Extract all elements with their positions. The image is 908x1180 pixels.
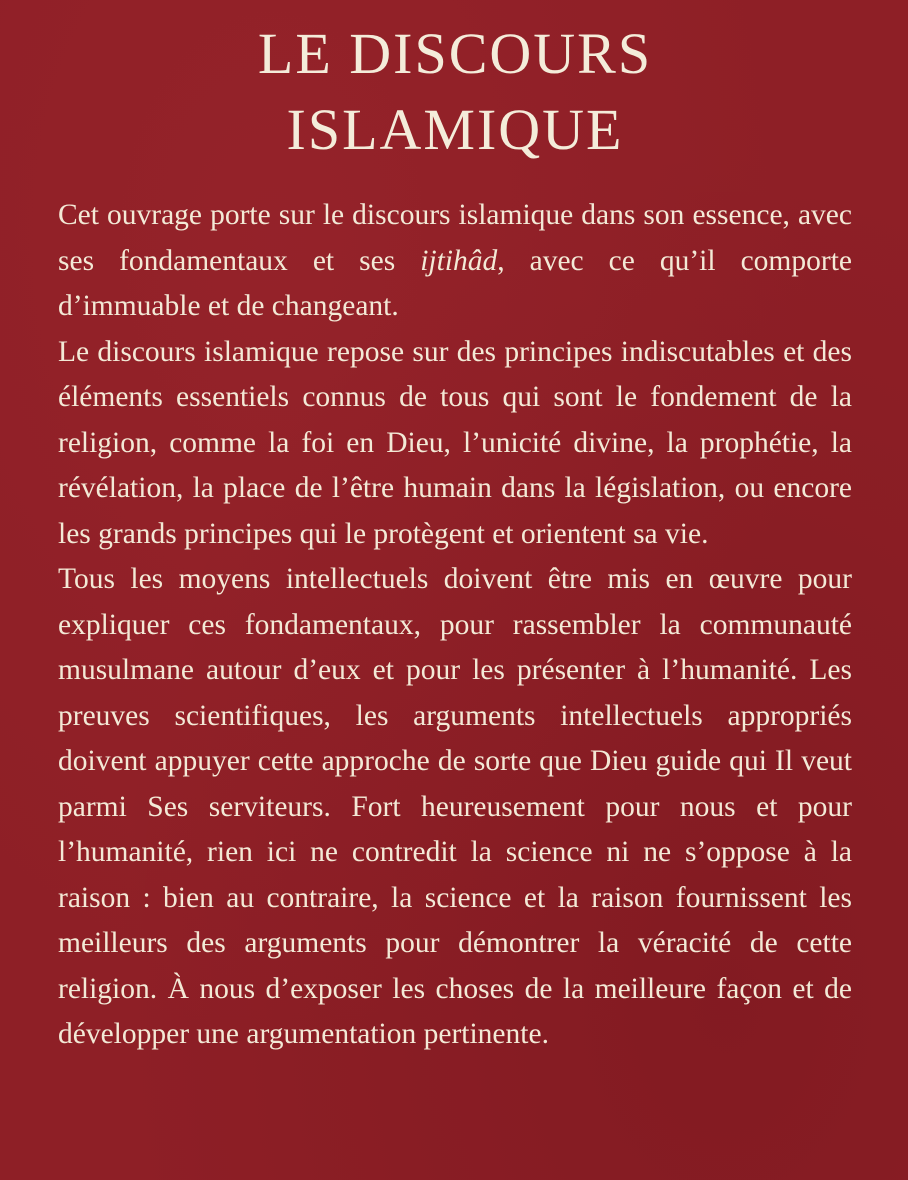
blurb: [58, 193, 852, 1058]
book-title: [58, 0, 852, 168]
book-title-line-2: ISLAMIQUE: [286, 97, 624, 162]
blurb-paragraph-2: Le discours islamique repose sur des principes indiscutables et des éléments essentiels connus de tous qui sont le fondement de la religion, comme la foi en Dieu, l’unicité divine, la prophétie, la révélation, la place de l’être humain dans la législation, ou encore les grands principes qui le protègent et orientent sa vie.: [58, 335, 852, 550]
book-title-line-1: LE DISCOURS: [257, 21, 653, 86]
blurb-paragraph-3: Tous les moyens intellectuels doivent être mis en œuvre pour expliquer ces fondamentaux, pour rassembler la communauté musulmane autour d’eux et pour les présenter à l’humanité. Les preuves scientifiques, les arguments intellectuels appropriés doivent appuyer cette approche de sorte que Dieu guide qui Il veut parmi Ses serviteurs. Fort heureusement pour nous et pour l’humanité, rien ici ne contredit la science ni ne s’oppose à la raison : bien au contraire, la science et la raison fournissent les meilleurs des arguments pour démontrer la véracité de cette religion. À nous d’exposer les choses de la meilleure façon et de développer une argumentation pertinente.: [58, 563, 852, 1050]
ijtihad-term: ijtihâd: [420, 244, 498, 277]
paragraph-1-text-start: Cet ouvrage porte sur le discours islamique dans son essence, avec ses fondamentaux et ses: [58, 199, 852, 277]
blurb-paragraph-1: [58, 193, 852, 330]
paragraph-1-text-end: , avec ce qu’il comporte d’immuable et de changeant.: [58, 244, 852, 322]
